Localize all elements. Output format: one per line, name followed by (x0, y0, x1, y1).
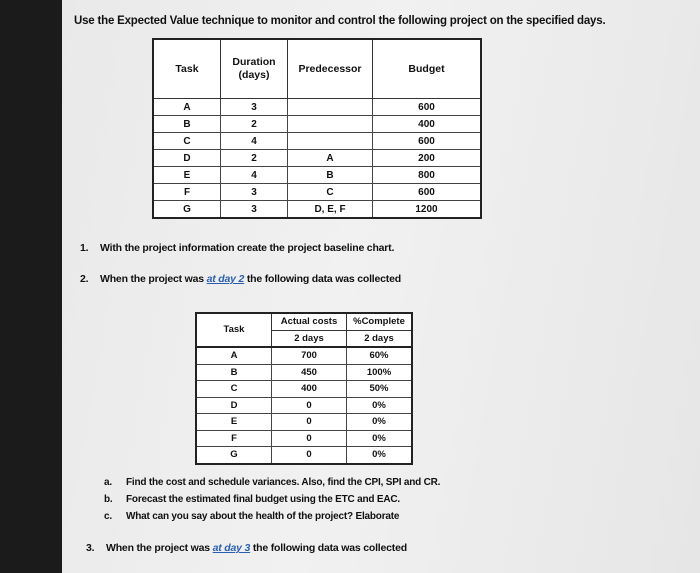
question-text-post: the following data was collected (244, 273, 401, 285)
header-task: Task (196, 313, 272, 347)
table-row (153, 99, 481, 116)
cell-actual-cost: 700 (272, 347, 347, 364)
cell-duration: 4 (221, 167, 288, 184)
cell-duration: 3 (221, 184, 288, 201)
cell-task: B (196, 364, 272, 381)
table-row (196, 364, 412, 381)
table-row (153, 116, 481, 133)
cell-task: B (153, 116, 221, 133)
cell-duration: 2 (221, 150, 288, 167)
cell-duration: 3 (221, 201, 288, 219)
progress-table-header (196, 313, 412, 331)
question-text: With the project information create the project baseline chart. (100, 242, 395, 254)
cell-task: C (153, 133, 221, 150)
cell-task: D (153, 150, 221, 167)
sub-text: Forecast the estimated final budget using the ETC and EAC. (126, 494, 400, 505)
cell-budget: 400 (373, 116, 482, 133)
cell-budget: 800 (373, 167, 482, 184)
project-table (152, 38, 482, 219)
sub-letter: a. (104, 477, 112, 488)
cell-duration: 3 (221, 99, 288, 116)
cell-complete: 60% (347, 347, 413, 364)
cell-complete: 50% (347, 381, 413, 398)
header-complete-days: 2 days (347, 331, 413, 348)
table-row (196, 381, 412, 398)
cell-duration: 2 (221, 116, 288, 133)
cell-actual-cost: 0 (272, 397, 347, 414)
cell-complete: 0% (347, 397, 413, 414)
sub-text: What can you say about the health of the project? Elaborate (126, 511, 400, 522)
question-3 (86, 542, 407, 554)
cell-task: C (196, 381, 272, 398)
cell-predecessor (288, 133, 373, 150)
table-row (196, 414, 412, 431)
cell-predecessor (288, 116, 373, 133)
day-link[interactable]: at day 2 (206, 273, 245, 285)
cell-budget: 600 (373, 133, 482, 150)
document-page (62, 0, 700, 573)
cell-actual-cost: 0 (272, 430, 347, 447)
question-number: 1. (80, 242, 89, 254)
sub-question-a (104, 477, 440, 488)
header-task: Task (153, 39, 221, 99)
cell-task: D (196, 397, 272, 414)
table-row (196, 397, 412, 414)
cell-task: A (196, 347, 272, 364)
cell-task: F (196, 430, 272, 447)
cell-budget: 600 (373, 99, 482, 116)
cell-task: G (196, 447, 272, 464)
cell-budget: 600 (373, 184, 482, 201)
day-link[interactable]: at day 3 (212, 542, 251, 554)
cell-predecessor: B (288, 167, 373, 184)
cell-complete: 100% (347, 364, 413, 381)
sub-letter: c. (104, 511, 112, 522)
cell-actual-cost: 0 (272, 414, 347, 431)
sub-question-c (104, 511, 399, 522)
cell-task: E (196, 414, 272, 431)
instructions-heading: Use the Expected Value technique to monitor and control the following project on the specified days. (74, 15, 606, 27)
cell-actual-cost: 0 (272, 447, 347, 464)
sub-question-b (104, 494, 400, 505)
cell-task: A (153, 99, 221, 116)
cell-predecessor: C (288, 184, 373, 201)
sub-text: Find the cost and schedule variances. Also, find the CPI, SPI and CR. (126, 477, 441, 488)
table-row (153, 150, 481, 167)
cell-predecessor (288, 99, 373, 116)
cell-budget: 200 (373, 150, 482, 167)
cell-task: E (153, 167, 221, 184)
cell-predecessor: A (288, 150, 373, 167)
table-row (153, 167, 481, 184)
table-row (196, 347, 412, 364)
progress-table (195, 312, 413, 465)
cell-duration: 4 (221, 133, 288, 150)
header-predecessor: Predecessor (288, 39, 373, 99)
question-2 (80, 273, 401, 285)
project-table-header (153, 39, 481, 99)
header-duration: Duration (days) (221, 39, 288, 99)
question-number: 2. (80, 273, 89, 285)
question-text-post: the following data was collected (250, 542, 407, 554)
table-row (153, 201, 481, 219)
cell-complete: 0% (347, 430, 413, 447)
cell-complete: 0% (347, 447, 413, 464)
header-actual-costs: Actual costs (272, 313, 347, 331)
cell-actual-cost: 450 (272, 364, 347, 381)
table-row (196, 447, 412, 464)
header-budget: Budget (373, 39, 482, 99)
cell-predecessor: D, E, F (288, 201, 373, 219)
table-row (153, 184, 481, 201)
question-text-pre: When the project was (106, 542, 213, 554)
header-actual-days: 2 days (272, 331, 347, 348)
cell-actual-cost: 400 (272, 381, 347, 398)
sub-letter: b. (104, 494, 113, 505)
question-1 (80, 242, 394, 254)
cell-complete: 0% (347, 414, 413, 431)
cell-task: G (153, 201, 221, 219)
header-complete: %Complete (347, 313, 413, 331)
cell-task: F (153, 184, 221, 201)
table-row (153, 133, 481, 150)
table-row (196, 430, 412, 447)
cell-budget: 1200 (373, 201, 482, 219)
question-text-pre: When the project was (100, 273, 207, 285)
question-number: 3. (86, 542, 95, 554)
